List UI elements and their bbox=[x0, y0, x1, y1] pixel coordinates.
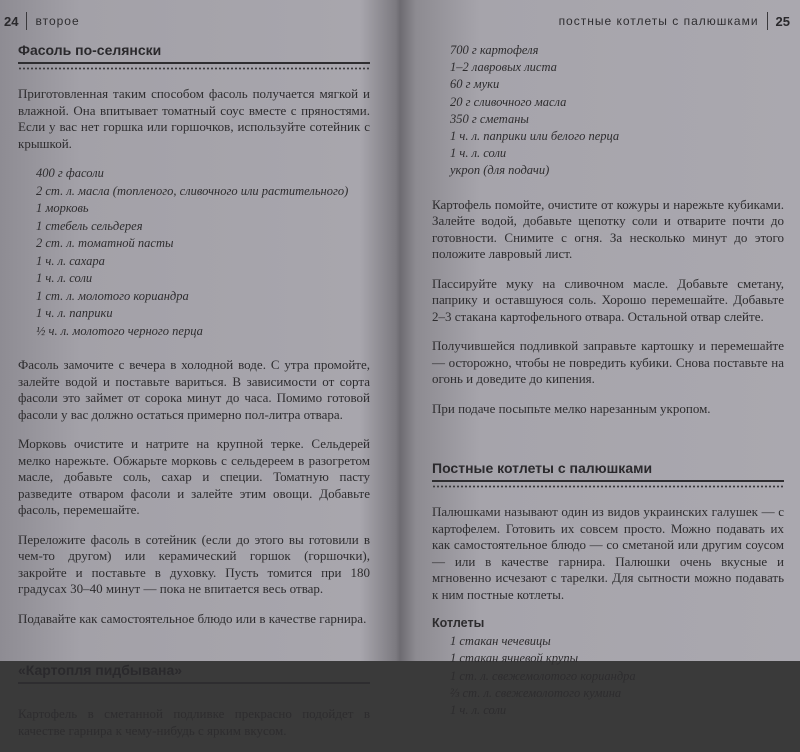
recipe-step: Пассируйте муку на сливочном масле. Добавьте сметану, паприку и оставшуюся соль. Хорошо перемешайте. Добавьте 2–3 стакана картофельного отвара. Остальной отвар слейте. bbox=[432, 275, 784, 324]
ingredient-item: 1 ст. л. свежемолотого кориандра bbox=[450, 668, 636, 683]
recipe-title: Постные котлеты с палюшками bbox=[432, 460, 653, 477]
recipe-title: Фасоль по-селянски bbox=[18, 42, 162, 58]
ingredient-item: 1 стебель сельдерея bbox=[36, 218, 143, 233]
heading-rule bbox=[18, 682, 370, 684]
ingredient-list bbox=[36, 165, 370, 340]
heading-rule bbox=[18, 62, 370, 64]
recipe-title: «Картопля пидбывана» bbox=[18, 662, 183, 678]
recipe-heading-block bbox=[432, 460, 784, 488]
ingredient-item: 700 г картофеля bbox=[450, 43, 539, 57]
ingredient-item: ⅔ ст. л. свежемолотого кумина bbox=[450, 685, 622, 700]
page-number: 25 bbox=[775, 13, 790, 29]
ingredient-item: 400 г фасоли bbox=[36, 166, 104, 180]
heading-dotted-rule bbox=[18, 67, 370, 70]
recipe-intro: Картофель в сметанной подливке прекрасно подойдет в качестве гарнира к чему-нибудь с ярким вкусом. bbox=[18, 706, 370, 738]
ingredient-item: 1 ч. л. соли bbox=[450, 146, 507, 161]
ingredient-item: 2 ст. л. масла (топленого, сливочного или растительного) bbox=[36, 183, 349, 198]
ingredient-item: 1 морковь bbox=[36, 201, 89, 215]
recipe-intro: Палюшками называют один из видов украинских галушек — с картофелем. Готовить их совсем просто. Можно подавать их как самостоятельное блюдо — со сметаной или другим соусом — или в качестве гарнира. Палюшки очень вкусные и мгновенно исчезают с тарелки. Для сытности можно подавать к ним постные котлеты. bbox=[432, 504, 784, 602]
ingredient-item: 60 г муки bbox=[450, 77, 500, 92]
right-page-content bbox=[432, 42, 784, 736]
recipe-step: Картофель помойте, очистите от кожуры и нарежьте кубиками. Залейте водой, добавьте щепотку соли и отварите почти до готовности. Снимите с огня. За несколько минут до этого положите лавровый лист. bbox=[432, 196, 784, 262]
ingredient-list bbox=[450, 633, 784, 719]
heading-dotted-rule bbox=[432, 485, 784, 488]
page-number: 24 bbox=[4, 13, 19, 29]
heading-dotted-rule bbox=[18, 687, 370, 690]
ingredient-item: 1 ст. л. молотого кориандра bbox=[36, 288, 189, 303]
header-divider bbox=[26, 12, 27, 30]
left-page-content bbox=[18, 42, 370, 752]
running-title: постные котлеты с палюшками bbox=[558, 14, 759, 28]
ingredient-item: 350 г сметаны bbox=[450, 111, 529, 126]
recipe-step: Получившейся подливкой заправьте картошку и перемешайте — осторожно, чтобы не повредить кубики. Снова поставьте на огонь и доведите до кипения. bbox=[432, 338, 784, 387]
ingredient-subheading: Котлеты bbox=[432, 616, 485, 631]
recipe-step: При подаче посыпьте мелко нарезанным укропом. bbox=[432, 400, 711, 416]
ingredient-item: 1 стакан чечевицы bbox=[450, 634, 551, 649]
heading-rule bbox=[432, 480, 784, 482]
recipe-heading-block bbox=[18, 42, 370, 70]
ingredient-item: ½ ч. л. молотого черного перца bbox=[36, 323, 203, 338]
ingredient-item: 1 ч. л. паприки или белого перца bbox=[450, 129, 620, 144]
left-page bbox=[0, 0, 398, 738]
ingredient-item: 1–2 лавровых листа bbox=[450, 60, 557, 75]
ingredient-item: 2 ст. л. томатной пасты bbox=[36, 236, 174, 250]
ingredient-item: 1 стакан ячневой крупы bbox=[450, 651, 579, 666]
header-divider bbox=[767, 12, 768, 30]
ingredient-item: 1 ч. л. соли bbox=[450, 702, 507, 717]
recipe-step: Морковь очистите и натрите на крупной терке. Сельдерей мелко нарежьте. Обжарьте морковь с сельдереем в разогретом масле, добавьте соль, сахар и специи. Томатную пасту разведите отваром фасоли и залейте этим овощи. Добавьте фасоль, перемешайте. bbox=[18, 436, 370, 517]
ingredient-item: 1 ч. л. паприки bbox=[36, 306, 113, 320]
recipe-heading-block bbox=[18, 662, 370, 690]
ingredient-item: укроп (для подачи) bbox=[450, 163, 550, 178]
right-page-header bbox=[559, 12, 790, 30]
recipe-step: Переложите фасоль в сотейник (если до этого вы готовили в чем-то другом) или керамический горшок (горшочки), закройте и поставьте в духовку. Пусть томится при 180 градусах 30–40 минут — пока не впитается весь отвар. bbox=[18, 531, 370, 596]
recipe-intro: Приготовленная таким способом фасоль получается мягкой и влажной. Она впитывает томатный соус вместе с пряностями. Если у вас нет горшка или горшочков, используйте сотейник с крышкой. bbox=[18, 86, 370, 151]
ingredient-list bbox=[450, 42, 784, 180]
section-name: второе bbox=[35, 14, 80, 28]
ingredient-item: 1 ч. л. сахара bbox=[36, 253, 105, 268]
recipe-step: Подавайте как самостоятельное блюдо или в качестве гарнира. bbox=[18, 610, 367, 626]
ingredient-item: 1 ч. л. соли bbox=[36, 271, 93, 285]
recipe-step: Фасоль замочите с вечера в холодной воде. С утра промойте, залейте водой и поставьте вариться. В зависимости от сорта фасоли это займет от сорока минут до часа. Помимо готовой фасоли у вас должно остаться примерно пол-литра отвара. bbox=[18, 357, 370, 422]
right-page bbox=[404, 0, 800, 717]
left-page-header bbox=[4, 12, 80, 30]
ingredient-item: 20 г сливочного масла bbox=[450, 94, 567, 109]
